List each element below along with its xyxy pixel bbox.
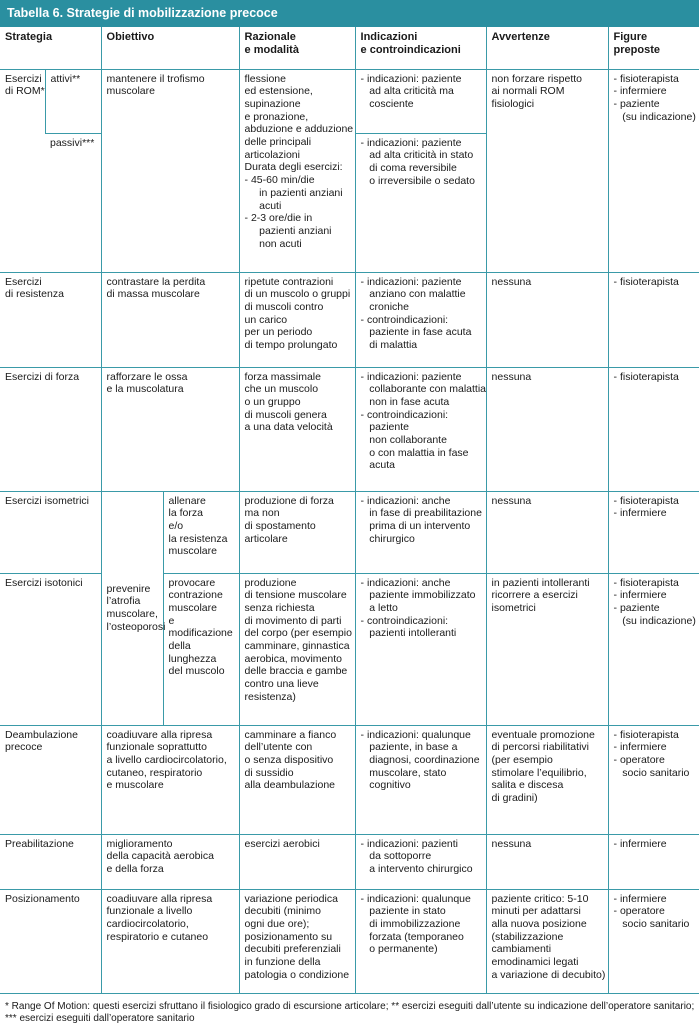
cell-line: Esercizi	[5, 275, 42, 288]
cell-line: funzionale soprattutto	[106, 741, 207, 754]
rom-indicazioni-attivi	[355, 69, 486, 133]
cell-line: lunghezza	[168, 652, 217, 665]
cell-line: stimolare l’equilibrio,	[491, 766, 587, 779]
cell-line: paziente, in base a	[360, 741, 458, 754]
table-row	[0, 367, 699, 491]
isotonici-figure	[608, 573, 699, 725]
cell-line: aerobica, movimento	[244, 652, 342, 665]
cell-line: (su indicazione)	[613, 110, 696, 123]
preabilitazione-figure	[608, 834, 699, 889]
cell-line: - infermiere	[613, 892, 667, 905]
cell-line: in fase di preabilitazione	[360, 507, 482, 520]
footnote	[5, 1001, 697, 1025]
cell-line: - indicazioni: qualunque	[360, 728, 471, 741]
cell-line: pazienti anziani	[244, 224, 332, 237]
cell-line: in pazienti anziani	[244, 186, 343, 199]
cell-line: ad alta criticità in stato	[360, 149, 474, 162]
rom-figure	[608, 69, 699, 272]
cell-line: in pazienti intolleranti	[491, 576, 590, 589]
preabilitazione-razionale	[239, 834, 355, 889]
isometrici-obiettivo	[163, 491, 239, 573]
cell-line: - operatore	[613, 753, 665, 766]
cell-line: minuti per adattarsi	[491, 905, 581, 918]
cell-line: e la muscolatura	[106, 383, 184, 396]
header-strategia: Strategia	[0, 27, 101, 69]
header-avvertenze: Avvertenze	[486, 27, 608, 69]
cell-line: di resistenza	[5, 288, 64, 301]
cell-line: alla nuova posizione	[491, 917, 587, 930]
cell-line: e della forza	[106, 862, 164, 875]
cell-line: - infermiere	[613, 589, 667, 602]
cell-line: di tempo prolungato	[244, 339, 338, 352]
cell-line: nessuna	[491, 370, 532, 383]
strategies-table	[0, 27, 699, 994]
cell-line: - indicazioni: paziente	[360, 72, 462, 85]
resistenza-obiettivo	[101, 272, 239, 367]
cell-line: - indicazioni: qualunque	[360, 892, 471, 905]
cell-line: paziente in stato	[360, 905, 446, 918]
deambulazione-obiettivo	[101, 725, 239, 834]
cell-line: l’atrofia	[106, 595, 141, 608]
cell-line: dell’utente con	[244, 741, 313, 754]
cell-line: rafforzare le ossa	[106, 370, 188, 383]
cell-line: muscolare,	[106, 608, 158, 620]
cell-line: ripetute contrazioni	[244, 275, 334, 288]
table-row	[0, 889, 699, 993]
cell-line: delle braccia e gambe	[244, 665, 348, 678]
cell-line: chirurgico	[360, 532, 415, 545]
cell-line: di immobilizzazione	[360, 917, 461, 930]
cell-line: (stabilizzazione	[491, 930, 564, 943]
cell-line: e	[168, 614, 175, 627]
cell-line: camminare a fianco	[244, 728, 337, 741]
cell-line: paziente immobilizzato	[360, 589, 476, 602]
rom-avvertenze	[486, 69, 608, 272]
rom-razionale	[239, 69, 355, 272]
cell-line: produzione di forza	[244, 494, 334, 507]
preabilitazione-indicazioni	[355, 834, 486, 889]
cell-line: fisiologici	[491, 97, 535, 110]
cell-line: emodinamici legati	[491, 956, 579, 969]
cell-line: cognitivo	[360, 779, 411, 792]
cell-line: - fisioterapista	[613, 370, 679, 383]
header-obiettivo: Obiettivo	[101, 27, 239, 69]
cell-line: o con malattia in fase	[360, 446, 469, 459]
header-row	[0, 27, 699, 69]
cell-line: che un muscolo	[244, 383, 319, 396]
cell-line: ad alta criticità ma	[360, 85, 454, 98]
cell-line: - paziente	[613, 97, 660, 110]
cell-line: articolazioni	[244, 148, 300, 161]
cell-line: - indicazioni: pazienti	[360, 837, 458, 850]
resistenza-razionale	[239, 272, 355, 367]
cell-line: provocare	[168, 576, 216, 589]
cell-line: posizionamento su	[244, 930, 333, 943]
cell-line: produzione	[244, 576, 297, 589]
cell-line: - controindicazioni:	[360, 614, 449, 627]
rom-passivi: passivi***	[45, 133, 101, 272]
cell-line: muscolare	[168, 601, 217, 614]
cell-line: a una data velocità	[244, 421, 333, 434]
posizionamento-indicazioni	[355, 889, 486, 993]
cell-line: modificazione	[168, 627, 233, 640]
cell-line: respiratorio e cutaneo	[106, 930, 209, 943]
cell-line: della capacità aerobica	[106, 850, 214, 863]
footnote-line: * Range Of Motion: questi esercizi sfruttano il fisiologico grado di escursione articolare; ** esercizi eseguiti dall’utente su indicazione dell’operatore sanitario;	[5, 1001, 695, 1012]
cell-line: allenare	[168, 494, 206, 507]
cell-line: l’osteoporosi	[106, 620, 166, 633]
deambulazione-indicazioni	[355, 725, 486, 834]
table-row	[0, 69, 699, 133]
posizionamento-obiettivo	[101, 889, 239, 993]
cell-line: supinazione	[244, 97, 301, 110]
cell-line: - fisioterapista	[613, 72, 679, 85]
cell-line: da sottoporre	[360, 850, 432, 863]
cell-line: di coma reversibile	[360, 161, 457, 174]
cell-line: del corpo (per esempio	[244, 627, 352, 640]
cell-line: Indicazioni	[360, 31, 418, 43]
cell-line: (su indicazione)	[613, 614, 696, 627]
cell-line: - infermiere	[613, 507, 667, 520]
cell-line: o senza dispositivo	[244, 753, 334, 766]
cell-line: o irreversibile o sedato	[360, 174, 475, 187]
cell-line: (per esempio	[491, 753, 553, 766]
cell-line: ed estensione,	[244, 85, 313, 98]
cell-line: paziente in fase acuta	[360, 326, 472, 339]
cell-line: ricorrere a esercizi	[491, 589, 578, 602]
cell-line: senza richiesta	[244, 601, 315, 614]
cell-line: Figure	[613, 31, 648, 43]
cell-line: cardiocircolatorio,	[106, 917, 189, 930]
footnote-line: *** esercizi eseguiti dall’operatore sanitario	[5, 1013, 195, 1024]
forza-avvertenze	[486, 367, 608, 491]
forza-strategia	[0, 367, 101, 491]
cell-line: muscolare	[168, 545, 217, 558]
cell-line: di ROM*	[5, 85, 45, 98]
cell-line: delle principali	[244, 136, 312, 149]
isotonici-indicazioni	[355, 573, 486, 725]
cell-line: o permanente)	[360, 943, 438, 956]
cell-line: paziente critico: 5-10	[491, 892, 589, 905]
isometrici-figure	[608, 491, 699, 573]
cell-line: - fisioterapista	[613, 494, 679, 507]
cell-line: di massa muscolare	[106, 288, 200, 301]
table-row	[0, 272, 699, 367]
cell-line: Esercizi isotonici	[5, 576, 83, 589]
cell-line: di percorsi riabilitativi	[491, 741, 589, 754]
cell-line: nessuna	[491, 494, 532, 507]
cell-line: mantenere il trofismo	[106, 72, 205, 85]
rom-obiettivo	[101, 69, 239, 272]
cell-line: cambiamenti	[491, 943, 552, 956]
isotonici-avvertenze	[486, 573, 608, 725]
shared-obiettivo	[101, 491, 166, 725]
cell-line: salita e discesa	[491, 779, 564, 792]
cell-line: resistenza)	[244, 690, 296, 703]
cell-line: alla deambulazione	[244, 779, 336, 792]
cell-line: cutaneo, respiratorio	[106, 766, 203, 779]
cell-line: nessuna	[491, 275, 532, 288]
cell-line: e pronazione,	[244, 110, 309, 123]
resistenza-avvertenze	[486, 272, 608, 367]
cell-line: e modalità	[244, 44, 299, 56]
cell-line: o un gruppo	[244, 395, 301, 408]
cell-line: di malattia	[360, 339, 418, 352]
cell-line: - indicazioni: paziente	[360, 275, 462, 288]
forza-obiettivo	[101, 367, 239, 491]
cell-line: decubiti (minimo	[244, 905, 321, 918]
isotonici-strategia	[0, 573, 101, 725]
rom-indicazioni-passivi	[355, 133, 486, 272]
cell-line: coadiuvare alla ripresa	[106, 892, 213, 905]
deambulazione-figure	[608, 725, 699, 834]
cell-line: e controindicazioni	[360, 44, 461, 56]
cell-line: - infermiere	[613, 741, 667, 754]
cell-line: - indicazioni: anche	[360, 576, 451, 589]
cell-line: la forza	[168, 507, 203, 520]
cell-line: non in fase acuta	[360, 395, 450, 408]
preabilitazione-avvertenze	[486, 834, 608, 889]
header-figure	[608, 27, 699, 69]
cell-line: abduzione e adduzione	[244, 123, 354, 136]
resistenza-strategia	[0, 272, 101, 367]
cell-line: contrazione	[168, 589, 223, 602]
cell-line: - fisioterapista	[613, 576, 679, 589]
cell-line: in funzione della	[244, 956, 321, 969]
cell-line: decubiti preferenziali	[244, 943, 341, 956]
cell-line: - 45-60 min/die	[244, 174, 315, 187]
cell-line: a variazione di decubito)	[491, 968, 606, 981]
posizionamento-figure	[608, 889, 699, 993]
cell-line: Durata degli esercizi:	[244, 161, 343, 174]
cell-line: flessione	[244, 72, 286, 85]
table-row	[0, 725, 699, 834]
cell-line: muscolare, stato	[360, 766, 447, 779]
forza-figure	[608, 367, 699, 491]
cell-line: croniche	[360, 300, 409, 313]
cell-line: variazione periodica	[244, 892, 338, 905]
cell-line: precoce	[5, 741, 43, 754]
cell-line: ai normali ROM	[491, 85, 565, 98]
posizionamento-strategia	[0, 889, 101, 993]
table-row	[0, 491, 699, 573]
cell-line: di movimento di parti	[244, 614, 342, 627]
resistenza-indicazioni	[355, 272, 486, 367]
isotonici-obiettivo	[163, 573, 239, 725]
cell-line: paziente	[360, 421, 409, 434]
cell-line: cosciente	[360, 97, 414, 110]
cell-line: di sussidio	[244, 766, 294, 779]
cell-line: funzionale a livello	[106, 905, 193, 918]
cell-line: - controindicazioni:	[360, 313, 449, 326]
cell-line: camminare, ginnastica	[244, 640, 350, 653]
cell-line: miglioramento	[106, 837, 173, 850]
cell-line: un carico	[244, 313, 288, 326]
forza-indicazioni	[355, 367, 486, 491]
cell-line: non forzare rispetto	[491, 72, 582, 85]
cell-line: del muscolo	[168, 665, 225, 678]
isometrici-indicazioni	[355, 491, 486, 573]
cell-line: - 2-3 ore/die in	[244, 212, 313, 225]
cell-line: - infermiere	[613, 837, 667, 850]
cell-line: prevenire	[106, 582, 151, 595]
header-razionale	[239, 27, 355, 69]
cell-line: - infermiere	[613, 85, 667, 98]
header-indicazioni	[355, 27, 486, 69]
cell-line: di un muscolo o gruppi	[244, 288, 351, 301]
cell-line: di spostamento	[244, 519, 316, 532]
cell-line: non collaborante	[360, 434, 447, 447]
cell-line: Esercizi isometrici	[5, 494, 90, 507]
isometrici-razionale	[239, 491, 355, 573]
cell-line: - paziente	[613, 601, 660, 614]
preabilitazione-obiettivo	[101, 834, 239, 889]
rom-attivi: attivi**	[45, 69, 101, 133]
cell-line: socio sanitario	[613, 766, 690, 779]
cell-line: a intervento chirurgico	[360, 862, 473, 875]
cell-line: articolare	[244, 532, 288, 545]
cell-line: Esercizi di forza	[5, 370, 80, 383]
deambulazione-avvertenze	[486, 725, 608, 834]
cell-line: e muscolare	[106, 779, 164, 792]
cell-line: - fisioterapista	[613, 275, 679, 288]
cell-line: non acuti	[244, 237, 302, 250]
cell-line: anziano con malattie	[360, 288, 466, 301]
cell-line: contro una lieve	[244, 678, 319, 691]
cell-line: acuta	[360, 459, 395, 472]
isotonici-razionale	[239, 573, 355, 725]
preabilitazione-strategia	[0, 834, 101, 889]
cell-line: prima di un intervento	[360, 519, 471, 532]
cell-line: e/o	[168, 519, 184, 532]
posizionamento-avvertenze	[486, 889, 608, 993]
cell-line: - operatore	[613, 905, 665, 918]
cell-line: Esercizi	[5, 72, 42, 85]
cell-line: a letto	[360, 601, 398, 614]
cell-line: - fisioterapista	[613, 728, 679, 741]
cell-line: - indicazioni: paziente	[360, 370, 462, 383]
isometrici-avvertenze	[486, 491, 608, 573]
table-row	[0, 834, 699, 889]
cell-line: Posizionamento	[5, 892, 80, 905]
isometrici-strategia	[0, 491, 101, 573]
cell-line: socio sanitario	[613, 917, 690, 930]
cell-line: muscolare	[106, 85, 155, 98]
cell-line: acuti	[244, 199, 282, 212]
cell-line: di gradini)	[491, 792, 538, 805]
cell-line: diagnosi, coordinazione	[360, 753, 480, 766]
cell-line: di muscoli contro	[244, 300, 324, 313]
rom-strategia	[0, 69, 45, 272]
cell-line: a livello cardiocircolatorio,	[106, 753, 227, 766]
cell-line: eventuale promozione	[491, 728, 595, 741]
cell-line: - indicazioni: paziente	[360, 136, 462, 149]
cell-line: esercizi aerobici	[244, 837, 320, 850]
deambulazione-razionale	[239, 725, 355, 834]
cell-line: Deambulazione	[5, 728, 78, 741]
cell-line: - indicazioni: anche	[360, 494, 451, 507]
forza-razionale	[239, 367, 355, 491]
cell-line: della	[168, 640, 191, 653]
cell-line: - controindicazioni:	[360, 408, 449, 421]
cell-line: ogni due ore);	[244, 917, 310, 930]
cell-line: forza massimale	[244, 370, 321, 383]
cell-line: la resistenza	[168, 532, 228, 545]
cell-line: di tensione muscolare	[244, 589, 347, 602]
cell-line: per un periodo	[244, 326, 313, 339]
cell-line: di muscoli genera	[244, 408, 327, 421]
cell-line: collaborante con malattia	[360, 383, 487, 396]
cell-line: forzata (temporaneo	[360, 930, 464, 943]
cell-line: Razionale	[244, 31, 296, 43]
cell-line: isometrici	[491, 601, 536, 614]
posizionamento-razionale	[239, 889, 355, 993]
cell-line: patologia o condizione	[244, 968, 350, 981]
deambulazione-strategia	[0, 725, 101, 834]
cell-line: pazienti intolleranti	[360, 627, 457, 640]
cell-line: contrastare la perdita	[106, 275, 206, 288]
cell-line: ma non	[244, 507, 280, 520]
cell-line: nessuna	[491, 837, 532, 850]
table-title: Tabella 6. Strategie di mobilizzazione precoce	[0, 0, 699, 27]
cell-line: coadiuvare alla ripresa	[106, 728, 213, 741]
resistenza-figure	[608, 272, 699, 367]
cell-line: preposte	[613, 44, 660, 56]
cell-line: Preabilitazione	[5, 837, 74, 850]
